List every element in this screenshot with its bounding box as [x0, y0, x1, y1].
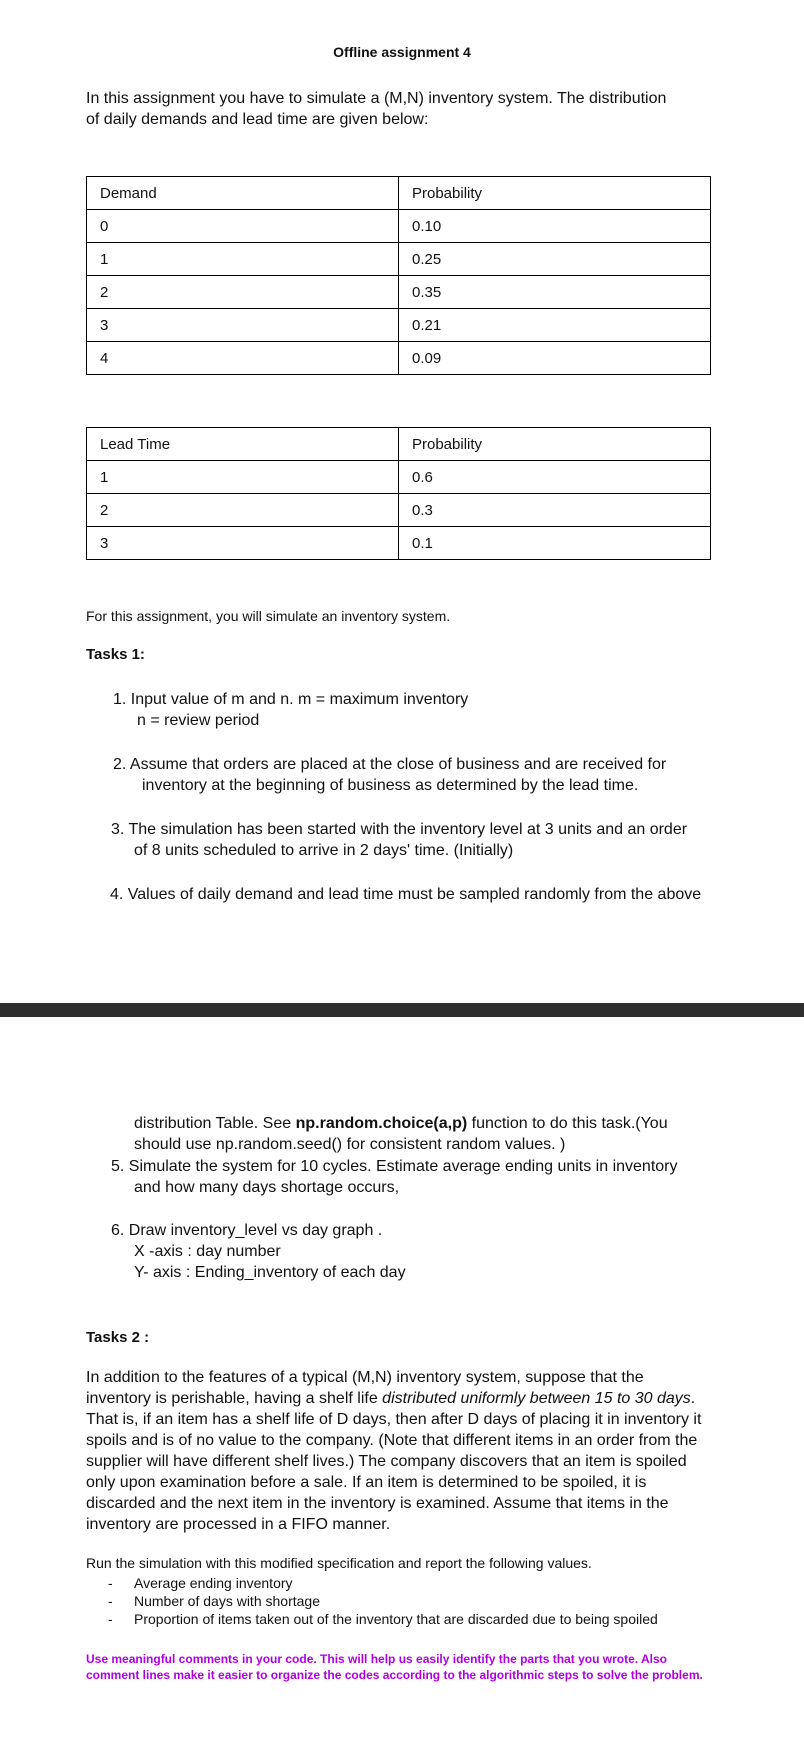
table-cell: 2	[87, 276, 399, 309]
paragraph-text: inventory is perishable, having a shelf life	[86, 1390, 383, 1407]
table-cell: 0.35	[399, 276, 711, 309]
task-item-1	[113, 689, 468, 731]
task-item-3	[111, 819, 687, 861]
task-text: distribution Table. See	[134, 1115, 296, 1132]
table-row	[87, 309, 711, 342]
table-cell: 3	[87, 527, 399, 560]
table-cell: 0.1	[399, 527, 711, 560]
task-line	[134, 1113, 668, 1134]
paragraph-text: .	[690, 1390, 696, 1407]
page-separator	[0, 1003, 804, 1017]
list-item-text: Proportion of items taken out of the inventory that are discarded due to being spoiled	[134, 1611, 658, 1627]
table-header-cell: Lead Time	[87, 428, 399, 461]
paragraph-line: inventory are processed in a FIFO manner.	[86, 1516, 391, 1533]
list-item	[108, 1610, 658, 1628]
list-item-text: Number of days with shortage	[134, 1593, 320, 1609]
table-header-cell: Probability	[399, 177, 711, 210]
bullet-dash: -	[108, 1593, 113, 1609]
table-row	[87, 243, 711, 276]
table-cell: 0.10	[399, 210, 711, 243]
table-row	[87, 527, 711, 560]
task-line: 2. Assume that orders are placed at the close of business and are received for	[113, 756, 667, 773]
tasks1-heading: Tasks 1:	[86, 646, 145, 663]
task-item-5	[111, 1156, 678, 1198]
list-item-text: Average ending inventory	[134, 1575, 293, 1591]
table-row	[87, 494, 711, 527]
task-line: of 8 units scheduled to arrive in 2 days' time. (Initially)	[134, 842, 514, 859]
paragraph-line: only upon examination before a sale. If an item is determined to be spoiled, it is	[86, 1474, 647, 1491]
task-line: Y- axis : Ending_inventory of each day	[134, 1264, 406, 1281]
task-line: 3. The simulation has been started with the inventory level at 3 units and an order	[111, 821, 688, 838]
intro-paragraph	[86, 88, 666, 130]
intro-line: In this assignment you have to simulate a (M,N) inventory system. The distribution	[86, 90, 667, 107]
paragraph-line: discarded and the next item in the inventory is examined. Assume that items in the	[86, 1495, 669, 1512]
note-line: comment lines make it easier to organize the codes according to the algorithmic steps to solve the problem.	[86, 1668, 703, 1682]
table-cell: 0.09	[399, 342, 711, 375]
paragraph-line: supplier will have different shelf lives.) The company discovers that an item is spoiled	[86, 1453, 687, 1470]
table-cell: 0.6	[399, 461, 711, 494]
list-item	[108, 1574, 658, 1592]
for-assignment-text: For this assignment, you will simulate an inventory system.	[86, 608, 451, 624]
emphasis-text: distributed uniformly between 15 to 30 days	[382, 1390, 691, 1407]
paragraph-line	[86, 1388, 701, 1409]
table-row	[87, 210, 711, 243]
task-line: inventory at the beginning of business as determined by the lead time.	[142, 777, 639, 794]
table-row	[87, 276, 711, 309]
task-item-6	[111, 1220, 406, 1283]
paragraph-line: In addition to the features of a typical (M,N) inventory system, suppose that the	[86, 1369, 644, 1386]
table-header-cell: Demand	[87, 177, 399, 210]
table-header-row	[87, 428, 711, 461]
note-line: Use meaningful comments in your code. This will help us easily identify the parts that you wrote. Also	[86, 1652, 667, 1666]
report-list	[108, 1574, 658, 1628]
task-line: 5. Simulate the system for 10 cycles. Estimate average ending units in inventory	[111, 1158, 678, 1175]
bullet-dash: -	[108, 1611, 113, 1627]
table-cell: 0.3	[399, 494, 711, 527]
page-title: Offline assignment 4	[333, 44, 471, 60]
table-cell: 2	[87, 494, 399, 527]
table-cell: 0.21	[399, 309, 711, 342]
task-item-4-continued	[134, 1113, 668, 1155]
run-simulation-text: Run the simulation with this modified specification and report the following values.	[86, 1555, 592, 1571]
list-item	[108, 1592, 658, 1610]
task-text: function to do this task.(You	[467, 1115, 668, 1132]
table-cell: 1	[87, 461, 399, 494]
task-line: and how many days shortage occurs,	[134, 1179, 400, 1196]
task-item-4: 4. Values of daily demand and lead time must be sampled randomly from the above	[110, 886, 702, 903]
task-line: 6. Draw inventory_level vs day graph .	[111, 1222, 383, 1239]
lead-time-table	[86, 427, 711, 560]
demand-table	[86, 176, 711, 375]
task-line: should use np.random.seed() for consistent random values. )	[134, 1136, 566, 1153]
table-header-row	[87, 177, 711, 210]
task-line: 1. Input value of m and n. m = maximum inventory	[113, 691, 469, 708]
task-line: n = review period	[137, 712, 260, 729]
table-row	[87, 461, 711, 494]
paragraph-line: That is, if an item has a shelf life of D days, then after D days of placing it in inventory it	[86, 1411, 702, 1428]
bullet-dash: -	[108, 1575, 113, 1591]
table-cell: 0	[87, 210, 399, 243]
table-header-cell: Probability	[399, 428, 711, 461]
paragraph-line: spoils and is of no value to the company. (Note that different items in an order from the	[86, 1432, 698, 1449]
task-item-2	[113, 754, 666, 796]
tasks2-heading: Tasks 2 :	[86, 1329, 150, 1346]
tasks2-paragraph	[86, 1367, 701, 1535]
intro-line: of daily demands and lead time are given below:	[86, 111, 429, 128]
function-name: np.random.choice(a,p)	[295, 1115, 468, 1132]
task-line: X -axis : day number	[134, 1243, 281, 1260]
table-cell: 1	[87, 243, 399, 276]
table-row	[87, 342, 711, 375]
table-cell: 0.25	[399, 243, 711, 276]
table-cell: 3	[87, 309, 399, 342]
code-comments-note	[86, 1651, 703, 1683]
table-cell: 4	[87, 342, 399, 375]
